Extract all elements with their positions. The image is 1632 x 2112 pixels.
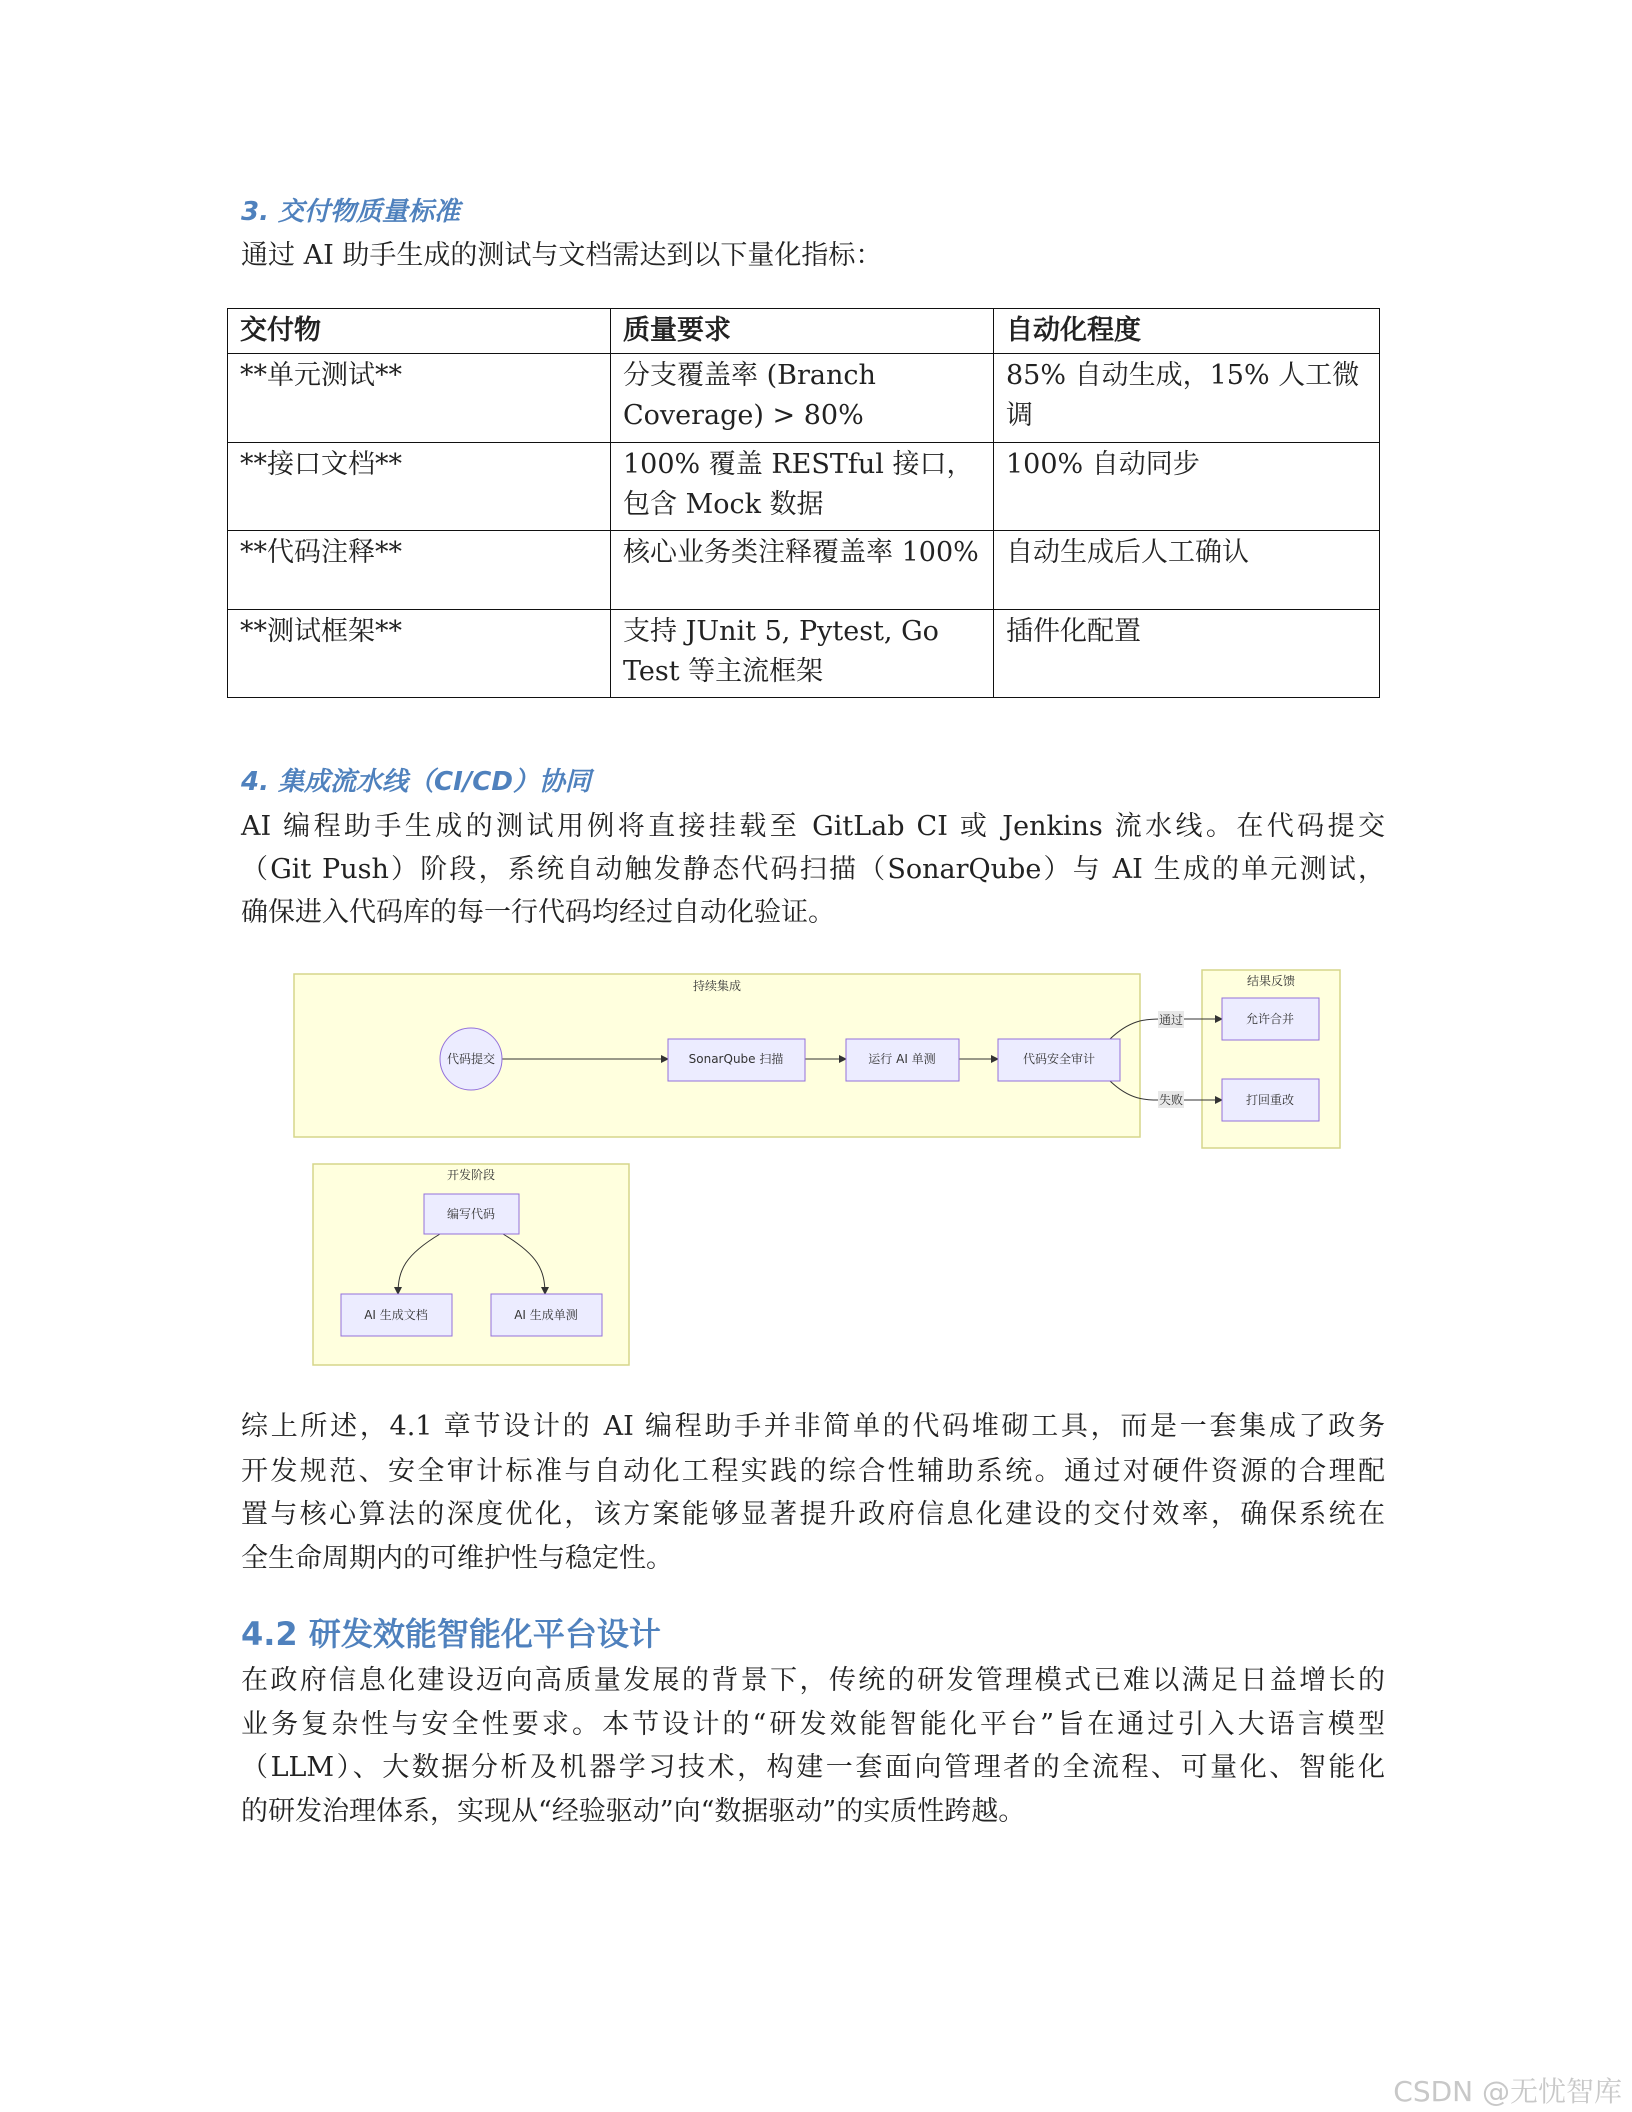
watermark: CSDN @无忧智库 <box>1393 2075 1622 2108</box>
table-header: 自动化程度 <box>994 309 1380 354</box>
paragraph-line: 业务复杂性与安全性要求。本节设计的“研发效能智能化平台”旨在通过引入大语言模型 <box>241 1709 1385 1740</box>
paragraph-line: （Git Push）阶段，系统自动触发静态代码扫描（SonarQube）与 AI 生成的单元测试， <box>241 854 1385 885</box>
paragraph-line: （LLM）、大数据分析及机器学习技术，构建一套面向管理者的全流程、可量化、智能化 <box>241 1752 1385 1783</box>
node-gen-docs-label: AI 生成文档 <box>364 1308 428 1322</box>
section-3-intro: 通过 AI 助手生成的测试与文档需达到以下量化指标： <box>241 240 883 271</box>
paragraph-line: 全生命周期内的可维护性与稳定性。 <box>241 1543 673 1574</box>
edge-label-fail: 失败 <box>1158 1093 1184 1107</box>
table-cell: 插件化配置 <box>994 610 1380 698</box>
table-cell: **单元测试** <box>228 354 611 443</box>
paragraph-line: AI 编程助手生成的测试用例将直接挂载至 GitLab CI 或 Jenkins 流水线。在代码提交 <box>241 811 1385 842</box>
table-cell: 100% 覆盖 RESTful 接口，包含 Mock 数据 <box>611 443 994 531</box>
table-cell: **测试框架** <box>228 610 611 698</box>
table-cell: 核心业务类注释覆盖率 100% <box>611 531 994 610</box>
table-header: 质量要求 <box>611 309 994 354</box>
table-cell: 支持 JUnit 5, Pytest, Go Test 等主流框架 <box>611 610 994 698</box>
dev-group-label: 开发阶段 <box>446 1168 496 1182</box>
section-4-heading: 4. 集成流水线（CI/CD）协同 <box>241 767 591 797</box>
edge-label-pass: 通过 <box>1158 1013 1184 1027</box>
paragraph-line: 确保进入代码库的每一行代码均经过自动化验证。 <box>241 897 835 928</box>
table-cell: **接口文档** <box>228 443 611 531</box>
table-cell: **代码注释** <box>228 531 611 610</box>
node-run-tests-label: 运行 AI 单测 <box>868 1052 936 1066</box>
ci-group-label: 持续集成 <box>692 979 742 993</box>
node-merge-label: 允许合并 <box>1245 1012 1295 1026</box>
table-cell: 自动生成后人工确认 <box>994 531 1380 610</box>
node-reject-label: 打回重改 <box>1245 1093 1295 1107</box>
section-4-2-heading: 4.2 研发效能智能化平台设计 <box>241 1615 661 1653</box>
paragraph-line: 开发规范、安全审计标准与自动化工程实践的综合性辅助系统。通过对硬件资源的合理配 <box>241 1456 1385 1487</box>
paragraph-line: 置与核心算法的深度优化，该方案能够显著提升政府信息化建设的交付效率，确保系统在 <box>241 1499 1385 1530</box>
table-cell: 100% 自动同步 <box>994 443 1380 531</box>
table-cell: 分支覆盖率 (Branch Coverage) > 80% <box>611 354 994 443</box>
table-header: 交付物 <box>228 309 611 354</box>
result-group-label: 结果反馈 <box>1246 974 1296 988</box>
paragraph-line: 在政府信息化建设迈向高质量发展的背景下，传统的研发管理模式已难以满足日益增长的 <box>241 1665 1385 1696</box>
node-write-code-label: 编写代码 <box>446 1207 496 1221</box>
node-audit-label: 代码安全审计 <box>1022 1052 1096 1066</box>
node-gen-tests-label: AI 生成单测 <box>514 1308 578 1322</box>
node-commit-label: 代码提交 <box>446 1052 496 1066</box>
table-cell: 85% 自动生成，15% 人工微调 <box>994 354 1380 443</box>
node-sonar-label: SonarQube 扫描 <box>688 1052 784 1066</box>
paragraph-line: 的研发治理体系，实现从“经验驱动”向“数据驱动”的实质性跨越。 <box>241 1796 1026 1827</box>
section-3-heading: 3. 交付物质量标准 <box>241 197 461 227</box>
paragraph-line: 综上所述，4.1 章节设计的 AI 编程助手并非简单的代码堆砌工具，而是一套集成了政务 <box>241 1411 1385 1442</box>
